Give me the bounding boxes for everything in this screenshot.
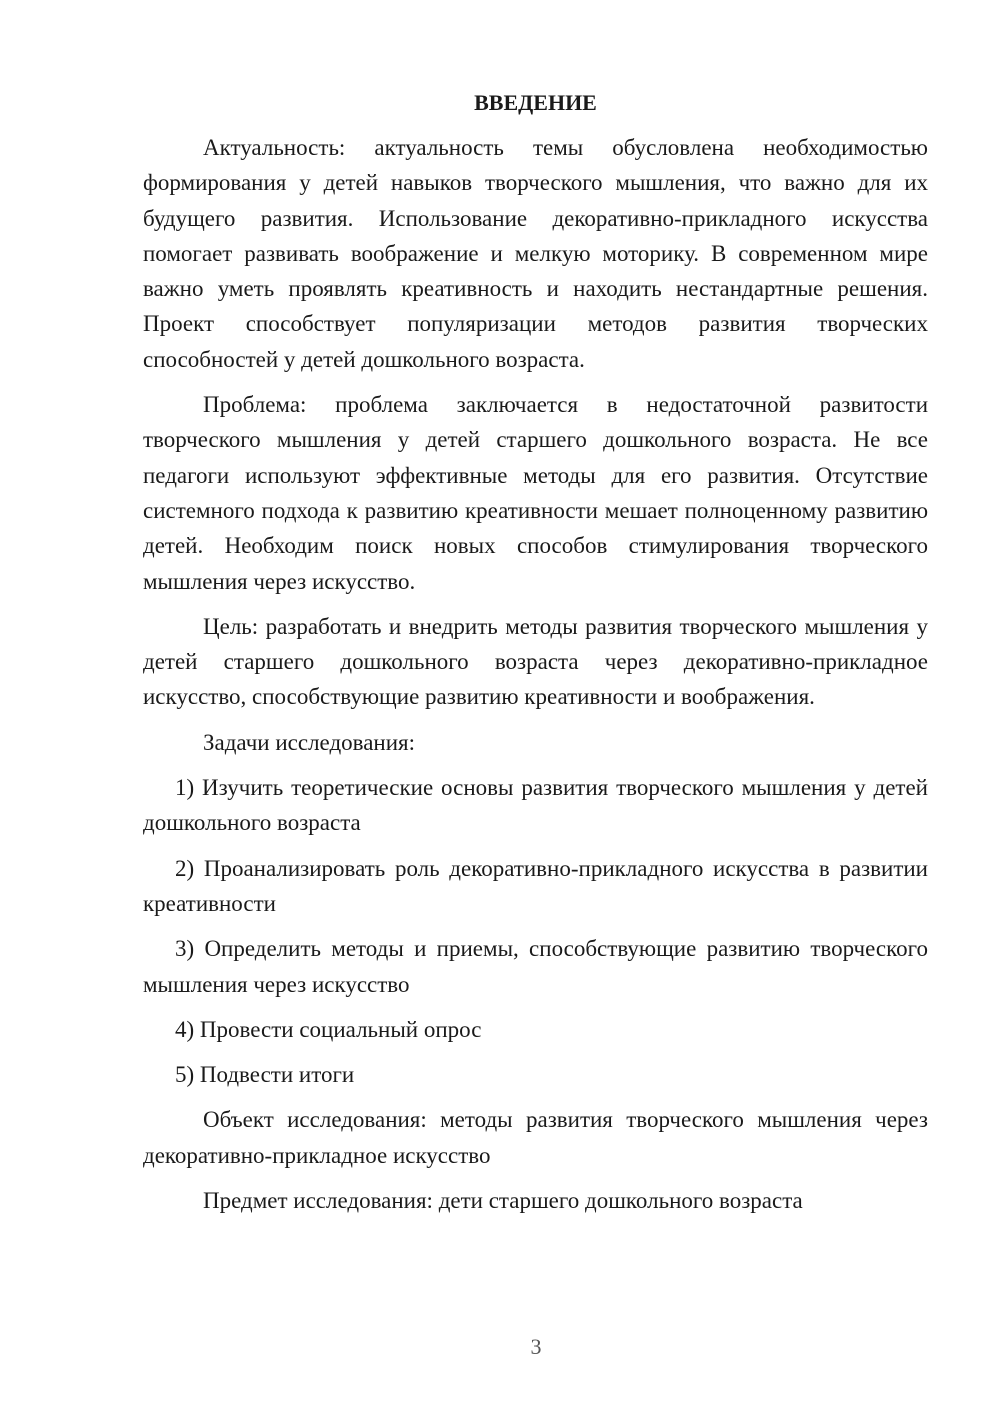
subject-paragraph: Предмет исследования: дети старшего дошкольного возраста — [203, 1188, 803, 1214]
task-item-2: 2) Проанализировать роль декоративно-прикладного искусства в развитии креативности — [143, 855, 928, 916]
relevance-paragraph: Актуальность: актуальность темы обусловлена необходимостью формирования у детей навыков творческого мышления, что важно для их будущего развития. Использование декоративно-прикладного искусства помогает развивать воображение и мелкую моторику. В современном мире важно уметь проявлять креативность и находить нестандартные решения. Проект способствует популяризации методов развития творческих способностей у детей дошкольного возраста. — [143, 135, 928, 372]
page-content — [143, 88, 928, 1228]
goal-paragraph: Цель: разработать и внедрить методы развития творческого мышления у детей старшего дошкольного возраста через декоративно-прикладное искусство, способствующие развитию креативности и воображения. — [143, 613, 928, 710]
task-item-4: 4) Провести социальный опрос — [175, 1016, 482, 1042]
tasks-title: Задачи исследования: — [203, 729, 416, 755]
page-title: ВВЕДЕНИЕ — [474, 90, 597, 115]
problem-paragraph: Проблема: проблема заключается в недостаточной развитости творческого мышления у детей старшего дошкольного возраста. Не все педагоги используют эффективные методы для его развития. Отсутствие системного подхода к развитию креативности мешает полноценному развитию детей. Необходим поиск новых способов стимулирования творческого мышления через искусство. — [143, 392, 928, 594]
page-number: 3 — [530, 1334, 542, 1359]
object-paragraph: Объект исследования: методы развития творческого мышления через декоративно-прикладное искусство — [143, 1107, 928, 1168]
task-item-5: 5) Подвести итоги — [175, 1062, 355, 1088]
task-item-3: 3) Определить методы и приемы, способствующие развитию творческого мышления через искусство — [143, 936, 928, 997]
task-item-1: 1) Изучить теоретические основы развития творческого мышления у детей дошкольного возраста — [143, 775, 928, 836]
